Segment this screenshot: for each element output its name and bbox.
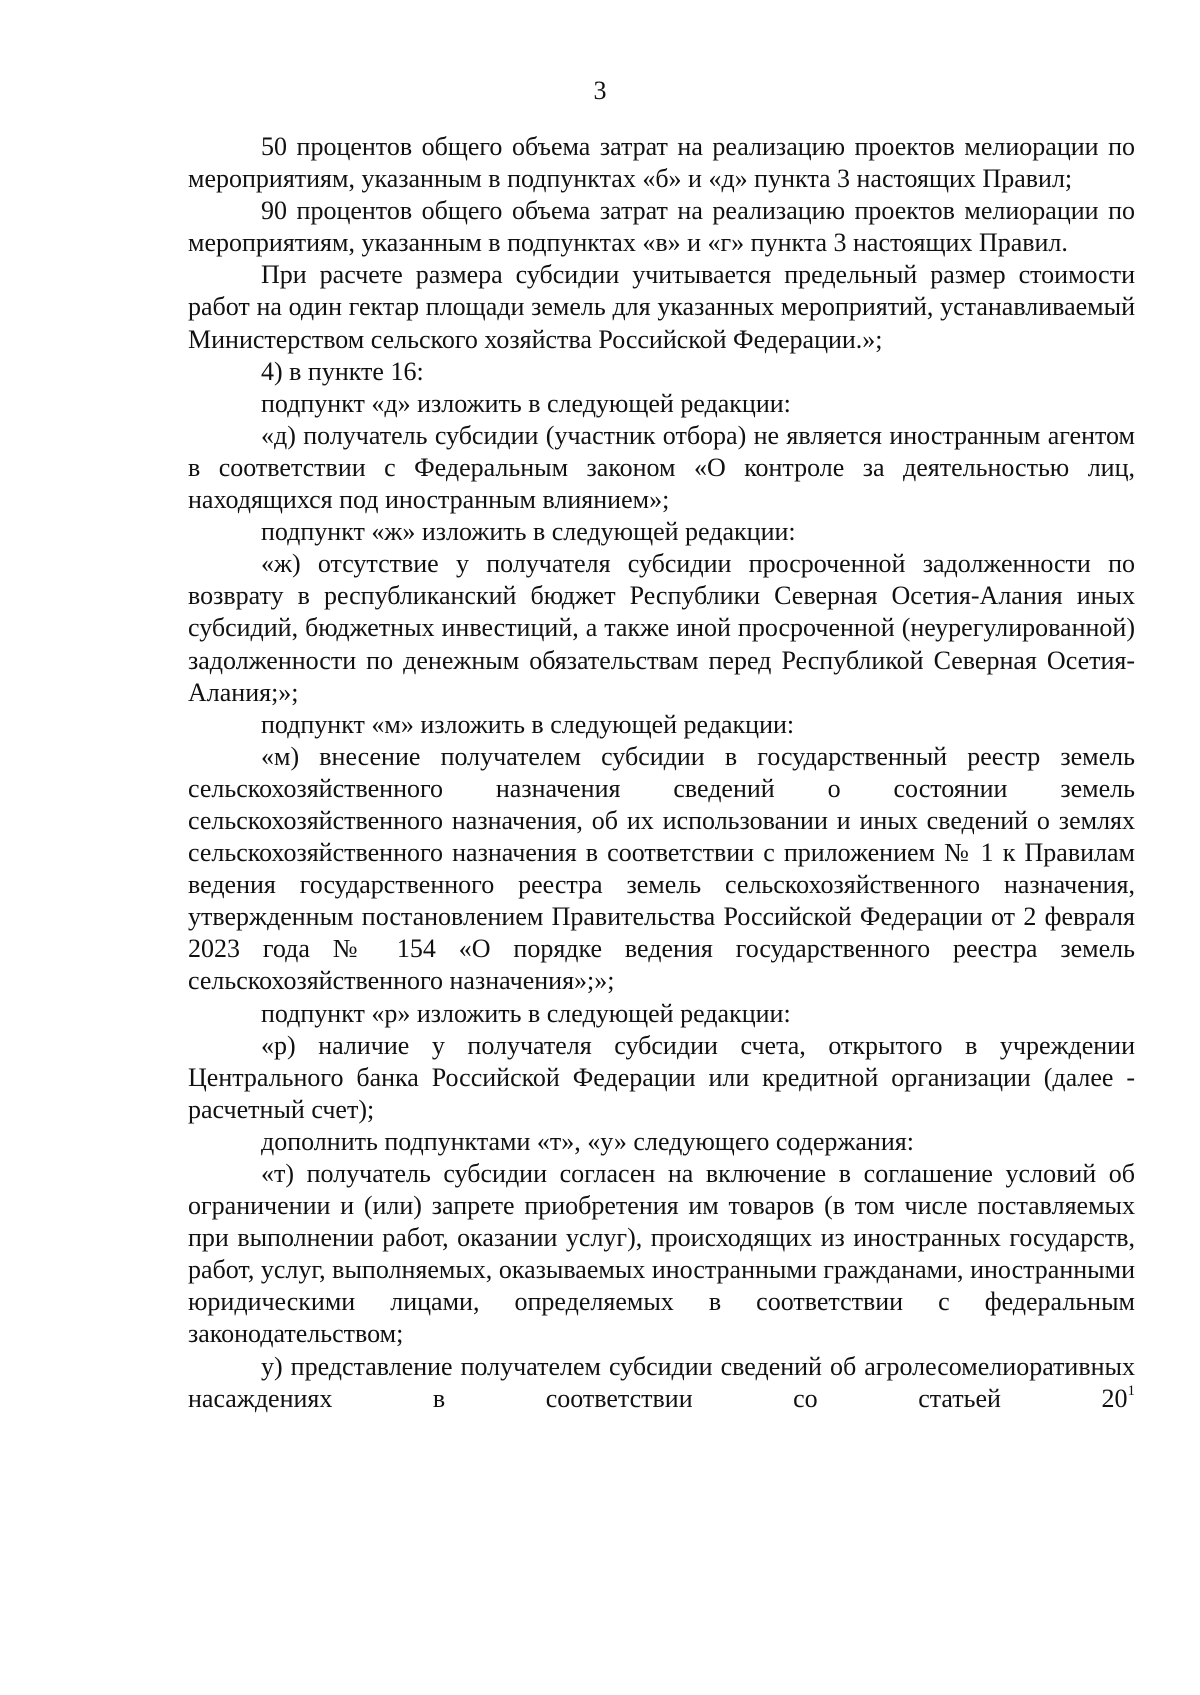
- paragraph: 50 процентов общего объема затрат на реализацию проектов мелиорации по мероприятиям, указанным в подпунктах «б» и «д» пункта 3 настоящих Правил;: [188, 132, 1135, 194]
- paragraph: «р) наличие у получателя субсидии счета, открытого в учреждении Центрального банка Российской Федерации или кредитной организации (далее - расчетный счет);: [188, 1030, 1135, 1124]
- paragraph: «ж) отсутствие у получателя субсидии просроченной задолженности по возврату в республиканский бюджет Республики Северная Осетия-Алания иных субсидий, бюджетных инвестиций, а также иной просроченной (неурегулированной) задолженности по денежным обязательствам перед Республикой Северная Осетия-Алания;»;: [188, 549, 1135, 707]
- paragraph: подпункт «м» изложить в следующей редакции:: [261, 709, 795, 739]
- last-paragraph-text: у) представление получателем субсидии сведений об агролесомелиоративных насаждениях в соответствии со статьей 20: [188, 1351, 1135, 1413]
- paragraph: 90 процентов общего объема затрат на реализацию проектов мелиорации по мероприятиям, указанным в подпунктах «в» и «г» пункта 3 настоящих Правил.: [188, 196, 1135, 258]
- paragraph: При расчете размера субсидии учитывается предельный размер стоимости работ на один гектар площади земель для указанных мероприятий, устанавливаемый Министерством сельского хозяйства Российской Федерации.»;: [188, 260, 1135, 354]
- paragraph: подпункт «д» изложить в следующей редакции:: [261, 388, 791, 418]
- page-number: 3: [593, 76, 607, 105]
- article-superscript: 1: [1127, 1382, 1135, 1399]
- last-paragraph: [188, 1351, 1135, 1415]
- document-body: [188, 131, 1135, 1415]
- paragraph: «т) получатель субсидии согласен на включение в соглашение условий об ограничении и (или) запрете приобретения им товаров (в том числе поставляемых при выполнении работ, оказании услуг), происходящих из иностранных государств, работ, услуг, выполняемых, оказываемых иностранными гражданами, иностранными юридическими лицами, определяемых в соответствии с федеральным законодательством;: [188, 1159, 1135, 1349]
- paragraph: «д) получатель субсидии (участник отбора) не является иностранным агентом в соответствии с Федеральным законом «О контроле за деятельностью лиц, находящихся под иностранным влиянием»;: [188, 420, 1135, 515]
- paragraph: подпункт «р» изложить в следующей редакции:: [261, 998, 791, 1028]
- paragraph: подпункт «ж» изложить в следующей редакции:: [261, 517, 796, 547]
- paragraph: «м) внесение получателем субсидии в государственный реестр земель сельскохозяйственного назначения сведений о состоянии земель сельскохозяйственного назначения, об их использовании и иных сведений о землях сельскохозяйственного назначения в соответствии с приложением № 1 к Правилам ведения государственного реестра земель сельскохозяйственного назначения, утвержденным постановлением Правительства Российской Федерации от 2 февраля 2023 года № 154 «О порядке ведения государственного реестра земель сельскохозяйственного назначения»;»;: [188, 741, 1135, 996]
- paragraph: дополнить подпунктами «т», «у» следующего содержания:: [261, 1126, 914, 1156]
- paragraph: 4) в пункте 16:: [261, 356, 424, 386]
